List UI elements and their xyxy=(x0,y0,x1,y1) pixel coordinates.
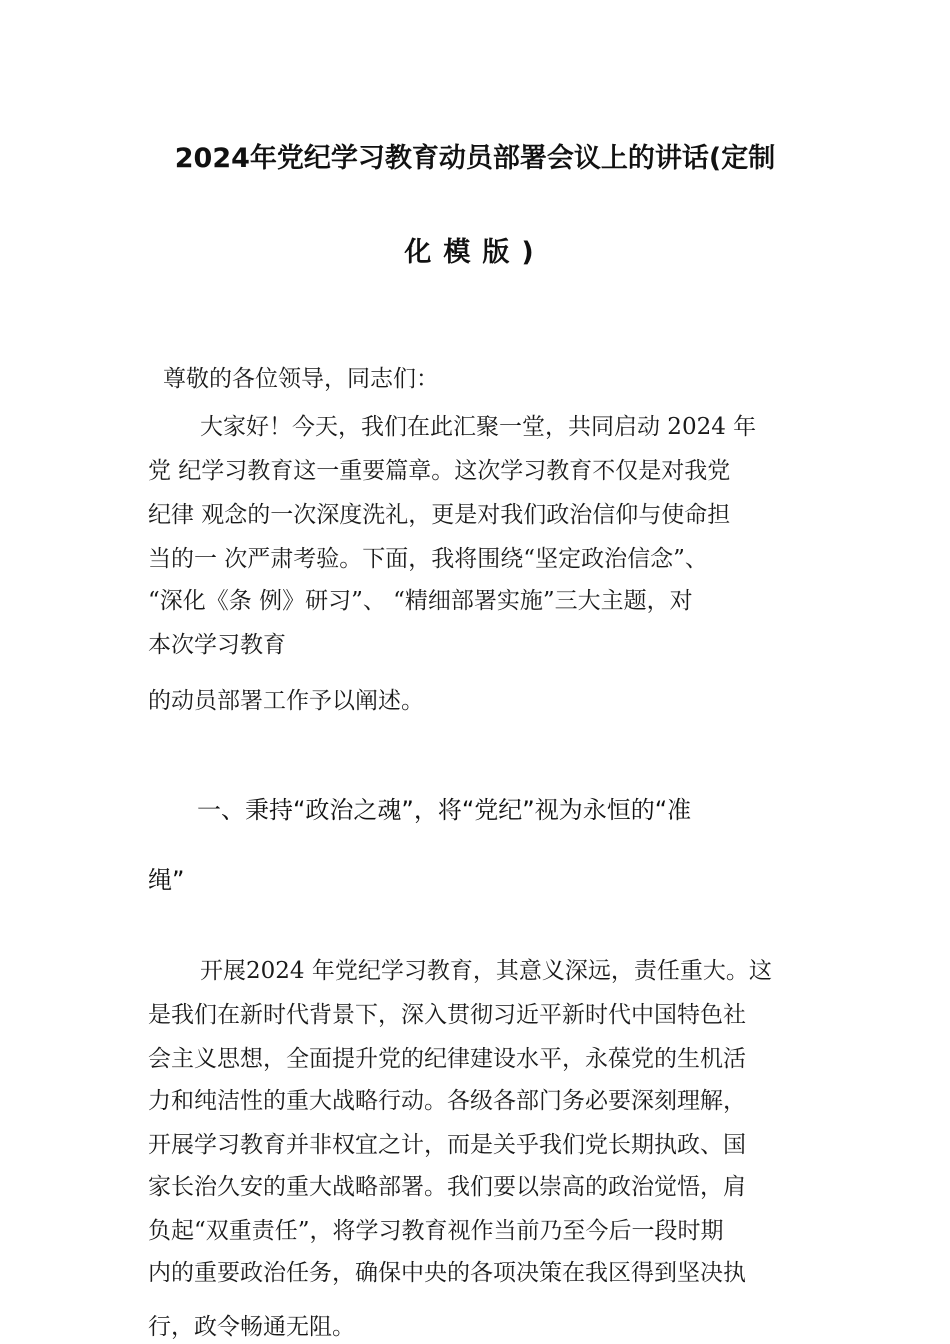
section-1-line-6: 家长治久安的重大战略部署。我们要以崇高的政治觉悟，肩 xyxy=(148,1174,746,1200)
salutation: 尊敬的各位领导，同志们： xyxy=(163,366,439,392)
intro-line-3: 纪律 观念的一次深度洗礼，更是对我们政治信仰与使命担 xyxy=(148,502,731,528)
section-1-line-7: 负起“双重责任”，将学习教育视作当前乃至今后一段时期 xyxy=(148,1218,724,1244)
intro-line-5: “深化《条 例》研习”、 “精细部署实施”三大主题，对 xyxy=(148,588,693,614)
intro-line-1: 大家好！今天，我们在此汇聚一堂，共同启动 2024 年 xyxy=(200,414,757,440)
intro-line-6: 本次学习教育 xyxy=(148,632,286,658)
section-1-line-3: 会主义思想，全面提升党的纪律建设水平，永葆党的生机活 xyxy=(148,1046,746,1072)
section-1-line-8: 内的重要政治任务，确保中央的各项决策在我区得到坚决执 xyxy=(148,1260,746,1286)
section-1-line-4: 力和纯洁性的重大战略行动。各级各部门务必要深刻理解， xyxy=(148,1088,746,1114)
section-1-heading-line-2: 绳” xyxy=(148,866,185,894)
document-title-line-1: 2024年党纪学习教育动员部署会议上的讲话(定制 xyxy=(174,143,776,174)
document-title-line-2: 化模版) xyxy=(404,237,546,268)
section-1-line-5: 开展学习教育并非权宜之计，而是关乎我们党长期执政、国 xyxy=(148,1132,746,1158)
section-1-line-2: 是我们在新时代背景下，深入贯彻习近平新时代中国特色社 xyxy=(148,1002,746,1028)
section-1-line-9: 行，政令畅通无阻。 xyxy=(148,1314,355,1340)
intro-line-7: 的动员部署工作予以阐述。 xyxy=(148,688,424,714)
intro-line-4: 当的一 次严肃考验。下面，我将围绕“坚定政治信念”、 xyxy=(148,546,708,572)
intro-line-2: 党 纪学习教育这一重要篇章。这次学习教育不仅是对我党 xyxy=(148,458,731,484)
section-1-heading-line-1: 一、秉持“政治之魂”，将“党纪”视为永恒的“准 xyxy=(197,796,692,824)
section-1-line-1: 开展2024 年党纪学习教育，其意义深远，责任重大。这 xyxy=(200,958,772,984)
